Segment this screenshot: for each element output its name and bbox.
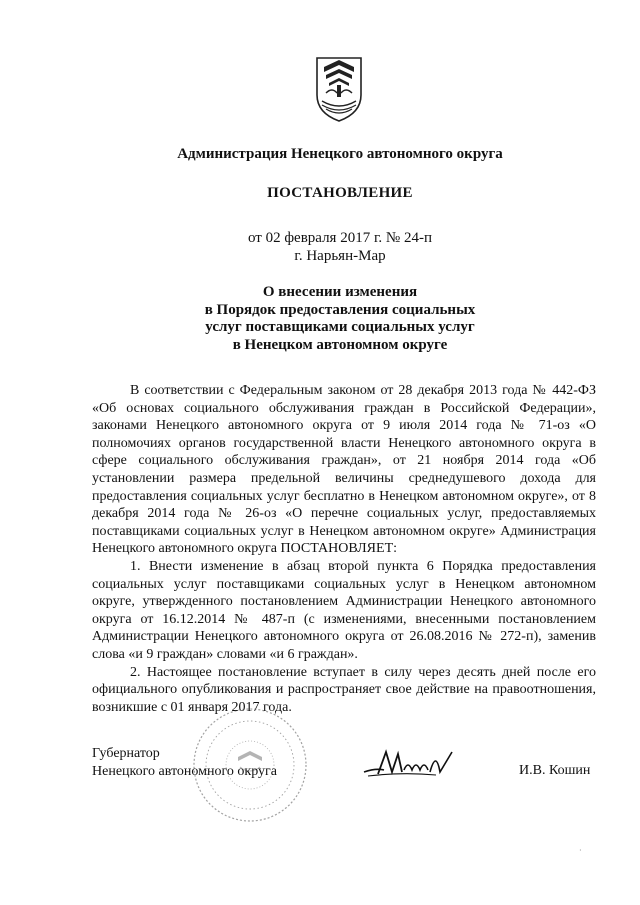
signatory-role-line: Губернатор — [92, 746, 160, 761]
subject-line: услуг поставщиками социальных услуг — [205, 319, 475, 335]
subject-line: О внесении изменения — [262, 284, 418, 300]
subject-line: в Порядок предоставления социальных — [204, 301, 476, 318]
handwritten-signature — [362, 742, 472, 787]
document-city: г. Нарьян-Мар — [294, 248, 386, 264]
signatory-role — [92, 745, 277, 780]
document-date-number: от 02 февраля 2017 г. № 24-п — [247, 230, 433, 246]
item-2-paragraph: 2. Настоящее постановление вступает в силу через десять дней после его официального опубликования и распространяет свое действие на правоотношения, возникшие с 01 января 2017 года. — [92, 664, 596, 715]
document-body — [92, 382, 596, 716]
organization-title: Администрация Ненецкого автономного округа — [177, 146, 503, 162]
scan-mark: · — [579, 846, 582, 855]
subject-line: в Ненецком автономном округе — [232, 336, 448, 353]
signatory-role-line: Ненецкого автономного округа — [92, 763, 277, 779]
item-1-paragraph: 1. Внести изменение в абзац второй пункта 6 Порядка предоставления социальных услуг поставщиками социальных услуг в Ненецком автономном округе, утвержденного постановлением Администрации Ненецкого автономного округа от 16.12.2014 № 487-п (с изменениями, внесенными постановлением Администрации Ненецкого автономного округа от 26.08.2016 № 272-п), заменив слова «и 9 граждан» словами «и 6 граждан». — [92, 558, 596, 662]
document-subject — [0, 284, 640, 354]
document-type: ПОСТАНОВЛЕНИЕ — [267, 185, 413, 201]
signatory-name: И.В. Кошин — [519, 763, 591, 778]
coat-of-arms-emblem — [314, 55, 364, 123]
preamble-paragraph: В соответствии с Федеральным законом от 28 декабря 2013 года № 442-ФЗ «Об основах социального обслуживания граждан в Российской Федерации», законами Ненецкого автономного округа от 9 июля 2014 года № 71-оз «О полномочиях органов государственной власти Ненецкого автономного округа в сфере социального обслуживания граждан», от 21 ноября 2014 года «Об установлении размера предельной величины среднедушевого дохода для предоставления социальных услуг бесплатно в Ненецком автономном округе», от 8 декабря 2014 года № 26-оз «О перечне социальных услуг, предоставляемых поставщиками социальных услуг в Ненецком автономном округе» Администрация Ненецкого автономного округа ПОСТАНОВЛЯЕТ: — [92, 383, 596, 557]
